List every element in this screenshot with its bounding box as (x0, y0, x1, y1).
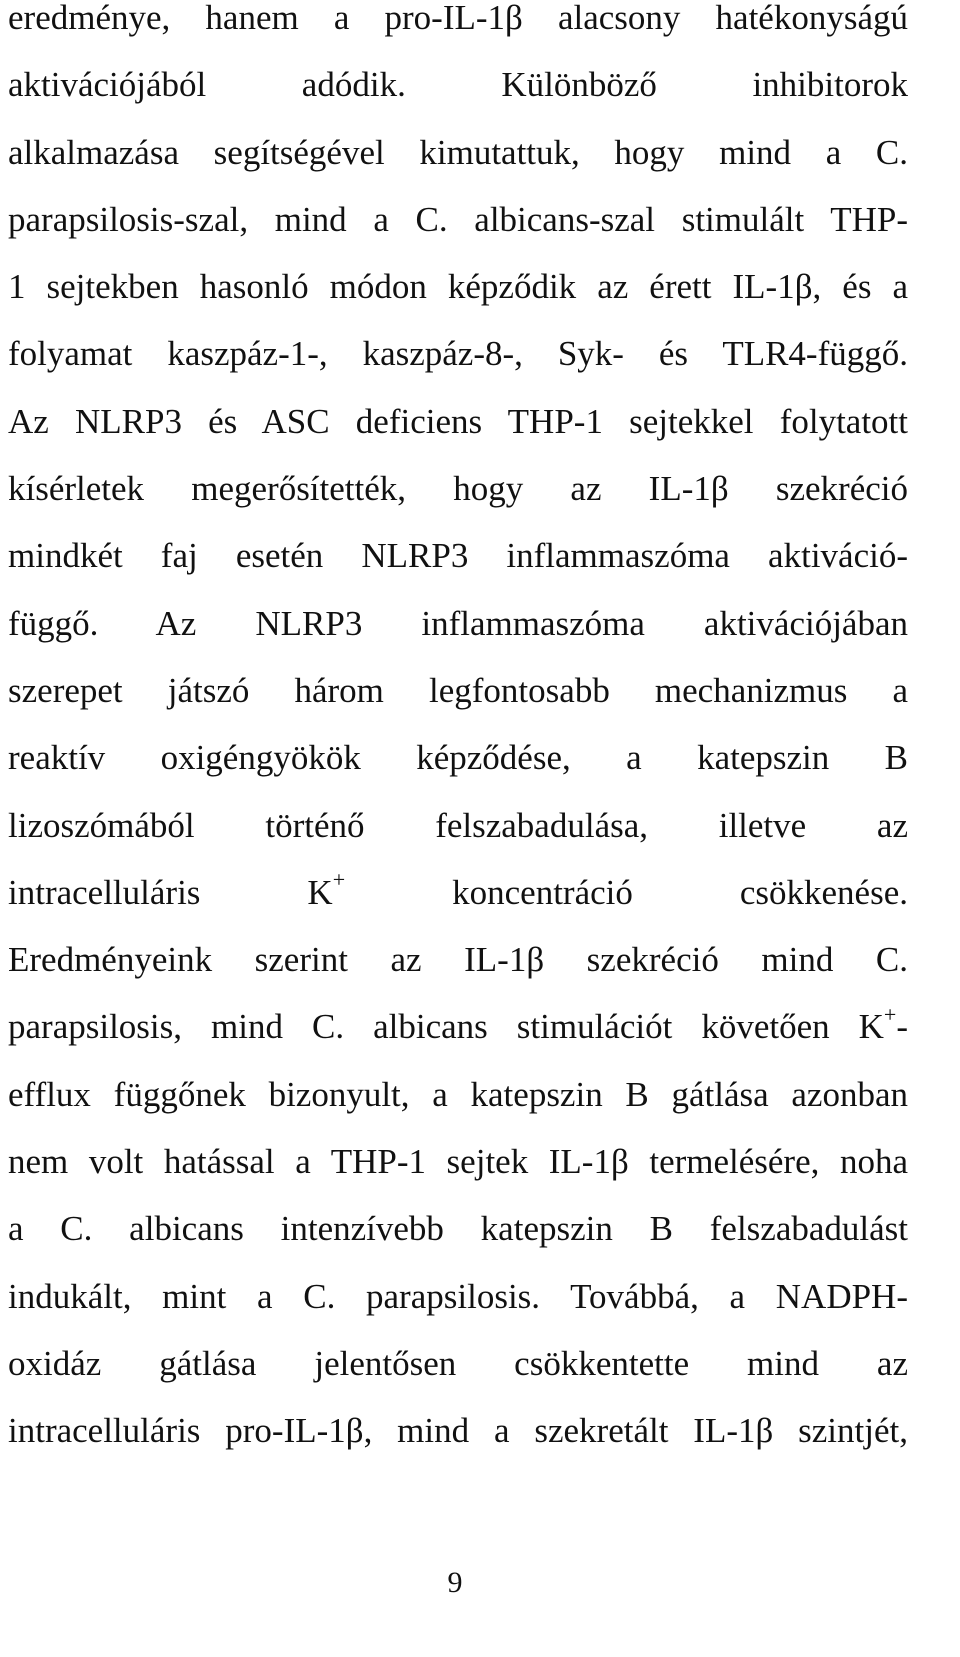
text-line-20: indukált, mint a C. parapsilosis. Továbbá, a NADPH- (8, 1276, 908, 1316)
text-line-6: folyamat kaszpáz-1-, kaszpáz-8-, Syk- és TLR4-függő. (8, 334, 908, 374)
text-line-18: nem volt hatással a THP-1 sejtek IL-1β termelésére, noha (8, 1142, 908, 1182)
text-line-21: oxidáz gátlása jelentősen csökkentette mind az (8, 1343, 908, 1383)
text-line-3: alkalmazása segítségével kimutattuk, hogy mind a C. (8, 132, 908, 172)
text-line-22: intracelluláris pro-IL-1β, mind a szekretált IL-1β szintjét, (8, 1411, 908, 1451)
text-line-7: Az NLRP3 és ASC deficiens THP-1 sejtekkel folytatott (8, 401, 908, 441)
text-line-17: efflux függőnek bizonyult, a katepszin B gátlása azonban (8, 1074, 908, 1114)
superscript-plus: + (332, 867, 346, 893)
text-line-8: kísérletek megerősítették, hogy az IL-1β szekréció (8, 469, 908, 509)
text-line-19: a C. albicans intenzívebb katepszin B felszabadulást (8, 1209, 908, 1249)
text-line-16-after: - (896, 1007, 908, 1047)
text-line-14-after: koncentráció csökkenése. (345, 872, 908, 912)
text-line-14-before: intracelluláris K (8, 872, 333, 912)
text-line-13: lizoszómából történő felszabadulása, illetve az (8, 805, 908, 845)
text-line-14 (8, 867, 908, 942)
text-line-16 (8, 1001, 908, 1076)
body-paragraph (8, 0, 908, 1481)
text-line-10: függő. Az NLRP3 inflammaszóma aktivációjában (8, 603, 908, 643)
text-line-1: eredménye, hanem a pro-IL-1β alacsony hatékonyságú (8, 0, 908, 37)
text-line-15: Eredményeink szerint az IL-1β szekréció mind C. (8, 940, 908, 980)
page-number: 9 (447, 1566, 463, 1599)
text-line-2: aktivációjából adódik. Különböző inhibitorok (8, 65, 908, 105)
text-line-5: 1 sejtekben hasonló módon képződik az érett IL-1β, és a (8, 267, 908, 307)
text-line-9: mindkét faj esetén NLRP3 inflammaszóma aktiváció- (8, 536, 908, 576)
text-line-11: szerepet játszó három legfontosabb mechanizmus a (8, 670, 908, 710)
text-line-4: parapsilosis-szal, mind a C. albicans-szal stimulált THP- (8, 199, 908, 239)
superscript-plus: + (883, 1001, 897, 1027)
text-line-16-before: parapsilosis, mind C. albicans stimulációt követően K (8, 1007, 884, 1047)
text-line-12: reaktív oxigéngyökök képződése, a katepszin B (8, 738, 908, 778)
